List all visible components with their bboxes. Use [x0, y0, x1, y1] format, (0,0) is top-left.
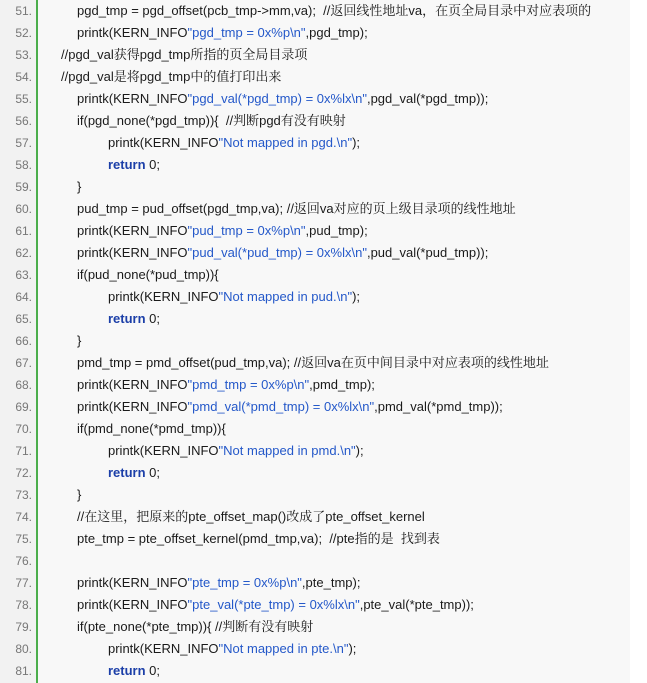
- code-text: [44, 66, 281, 88]
- line-number: 57.: [15, 136, 32, 150]
- code-line: [0, 66, 630, 88]
- code-token: );: [352, 135, 361, 150]
- code-line: [0, 638, 630, 660]
- line-number: 66.: [15, 334, 32, 348]
- code-text: [44, 440, 364, 462]
- line-number: 77.: [15, 576, 32, 590]
- line-number: 51.: [15, 4, 32, 18]
- code-text: [44, 44, 307, 66]
- comment: //在这里，把原来的pte_offset_map()改成了pte_offset_kernel: [77, 509, 425, 524]
- code-token: printk(KERN_INFO: [77, 399, 188, 414]
- line-number: 76.: [15, 554, 32, 568]
- line-number: 74.: [15, 510, 32, 524]
- code-text: [44, 308, 160, 330]
- string-literal: "pmd_tmp = 0x%p\n": [187, 377, 310, 392]
- string-literal: "Not mapped in pgd.\n": [218, 135, 353, 150]
- code-line: [0, 88, 630, 110]
- line-number: 68.: [15, 378, 32, 392]
- code-text: [44, 242, 488, 264]
- code-line: [0, 352, 630, 374]
- line-number: 71.: [15, 444, 32, 458]
- code-line: [0, 0, 630, 22]
- code-token: );: [355, 443, 364, 458]
- code-line: [0, 198, 630, 220]
- keyword: return: [108, 157, 146, 172]
- code-token: }: [77, 487, 82, 502]
- code-token: ,pte_val(*pte_tmp));: [359, 597, 474, 612]
- line-number: 69.: [15, 400, 32, 414]
- code-text: [44, 572, 360, 594]
- line-number: 52.: [15, 26, 32, 40]
- code-line: [0, 308, 630, 330]
- code-line: [0, 418, 630, 440]
- code-text: [44, 484, 81, 506]
- code-text: [44, 506, 425, 528]
- code-text: [44, 418, 226, 440]
- code-line: [0, 22, 630, 44]
- code-token: pmd_tmp = pmd_offset(pud_tmp,va); //返回va在页中间目录中对应表项的线性地址: [77, 355, 549, 370]
- code-text: [44, 0, 591, 22]
- code-token: printk(KERN_INFO: [77, 25, 188, 40]
- code-line: [0, 572, 630, 594]
- line-number: 58.: [15, 158, 32, 172]
- code-text: [44, 616, 313, 638]
- code-token: printk(KERN_INFO: [77, 597, 188, 612]
- code-text: [44, 264, 219, 286]
- line-number: 72.: [15, 466, 32, 480]
- line-number: 64.: [15, 290, 32, 304]
- code-token: 0;: [145, 157, 161, 172]
- code-text: [44, 154, 160, 176]
- code-text: [44, 330, 81, 352]
- code-token: 0;: [145, 465, 161, 480]
- string-literal: "pmd_val(*pmd_tmp) = 0x%lx\n": [187, 399, 375, 414]
- code-text: [44, 396, 503, 418]
- code-token: printk(KERN_INFO: [108, 135, 219, 150]
- code-token: ,pmd_tmp);: [309, 377, 375, 392]
- line-number: 75.: [15, 532, 32, 546]
- code-token: ,pud_tmp);: [305, 223, 368, 238]
- code-line: [0, 462, 630, 484]
- code-token: if(pud_none(*pud_tmp)){: [77, 267, 219, 282]
- comment: //pgd_val是将pgd_tmp中的值打印出来: [61, 69, 282, 84]
- code-token: printk(KERN_INFO: [77, 245, 188, 260]
- code-line: [0, 528, 630, 550]
- line-number: 65.: [15, 312, 32, 326]
- code-line: [0, 660, 630, 682]
- code-text: [44, 594, 474, 616]
- code-text: [44, 22, 368, 44]
- code-line: [0, 44, 630, 66]
- line-number: 79.: [15, 620, 32, 634]
- code-token: pgd_tmp = pgd_offset(pcb_tmp->mm,va); //返回线性地址va，在页全局目录中对应表项的: [77, 3, 592, 18]
- line-number: 56.: [15, 114, 32, 128]
- string-literal: "pgd_tmp = 0x%p\n": [187, 25, 306, 40]
- line-number: 63.: [15, 268, 32, 282]
- code-token: printk(KERN_INFO: [77, 91, 188, 106]
- code-line: [0, 264, 630, 286]
- string-literal: "pte_val(*pte_tmp) = 0x%lx\n": [187, 597, 360, 612]
- line-number: 55.: [15, 92, 32, 106]
- string-literal: "pud_val(*pud_tmp) = 0x%lx\n": [187, 245, 367, 260]
- code-line: [0, 132, 630, 154]
- code-token: ,pmd_val(*pmd_tmp));: [374, 399, 503, 414]
- line-number: 53.: [15, 48, 32, 62]
- string-literal: "pud_tmp = 0x%p\n": [187, 223, 306, 238]
- keyword: return: [108, 311, 146, 326]
- code-token: ,pud_val(*pud_tmp));: [366, 245, 489, 260]
- code-token: if(pte_none(*pte_tmp)){ //判断有没有映射: [77, 619, 314, 634]
- code-text: [44, 528, 440, 550]
- code-token: printk(KERN_INFO: [108, 443, 219, 458]
- code-text: [44, 638, 356, 660]
- comment: //pgd_val获得pgd_tmp所指的页全局目录项: [61, 47, 308, 62]
- code-token: if(pmd_none(*pmd_tmp)){: [77, 421, 226, 436]
- code-line: [0, 506, 630, 528]
- code-line: [0, 242, 630, 264]
- code-token: if(pgd_none(*pgd_tmp)){ //判断pgd有没有映射: [77, 113, 346, 128]
- code-token: ,pgd_tmp);: [305, 25, 368, 40]
- code-line: [0, 440, 630, 462]
- code-line: [0, 176, 630, 198]
- code-text: [44, 110, 346, 132]
- line-number: 80.: [15, 642, 32, 656]
- code-line: [0, 616, 630, 638]
- code-line: [0, 286, 630, 308]
- code-token: printk(KERN_INFO: [77, 223, 188, 238]
- code-token: pud_tmp = pud_offset(pgd_tmp,va); //返回va对应的页上级目录项的线性地址: [77, 201, 516, 216]
- code-token: }: [77, 179, 82, 194]
- code-text: [44, 352, 549, 374]
- line-number: 60.: [15, 202, 32, 216]
- line-number: 61.: [15, 224, 32, 238]
- line-number: 78.: [15, 598, 32, 612]
- string-literal: "pgd_val(*pgd_tmp) = 0x%lx\n": [187, 91, 367, 106]
- string-literal: "Not mapped in pmd.\n": [218, 443, 356, 458]
- code-text: [44, 374, 375, 396]
- line-number: 70.: [15, 422, 32, 436]
- code-text: [44, 88, 488, 110]
- code-token: 0;: [145, 311, 161, 326]
- code-token: );: [348, 641, 357, 656]
- keyword: return: [108, 663, 146, 678]
- code-token: printk(KERN_INFO: [108, 289, 219, 304]
- code-token: ,pgd_val(*pgd_tmp));: [366, 91, 489, 106]
- code-token: 0;: [145, 663, 161, 678]
- line-number: 73.: [15, 488, 32, 502]
- line-number: 62.: [15, 246, 32, 260]
- code-line: [0, 330, 630, 352]
- line-number: 67.: [15, 356, 32, 370]
- string-literal: "Not mapped in pud.\n": [218, 289, 353, 304]
- code-text: [44, 660, 160, 682]
- code-text: [44, 176, 81, 198]
- code-token: printk(KERN_INFO: [77, 575, 188, 590]
- keyword: return: [108, 465, 146, 480]
- code-text: [44, 220, 368, 242]
- code-text: [44, 286, 360, 308]
- code-token: printk(KERN_INFO: [77, 377, 188, 392]
- code-line: [0, 594, 630, 616]
- code-line: [0, 550, 630, 572]
- code-line: [0, 110, 630, 132]
- string-literal: "pte_tmp = 0x%p\n": [187, 575, 302, 590]
- code-token: ,pte_tmp);: [301, 575, 361, 590]
- code-text: [44, 132, 360, 154]
- code-token: }: [77, 333, 82, 348]
- string-literal: "Not mapped in pte.\n": [218, 641, 349, 656]
- code-line: [0, 374, 630, 396]
- code-text: [44, 198, 516, 220]
- line-number: 59.: [15, 180, 32, 194]
- code-token: printk(KERN_INFO: [108, 641, 219, 656]
- code-line: [0, 484, 630, 506]
- code-line: [0, 220, 630, 242]
- line-number: 81.: [15, 664, 32, 678]
- code-token: );: [352, 289, 361, 304]
- line-number: 54.: [15, 70, 32, 84]
- code-text: [44, 462, 160, 484]
- code-token: pte_tmp = pte_offset_kernel(pmd_tmp,va); //pte指的是 找到表: [77, 531, 440, 546]
- code-line: [0, 396, 630, 418]
- code-line: [0, 154, 630, 176]
